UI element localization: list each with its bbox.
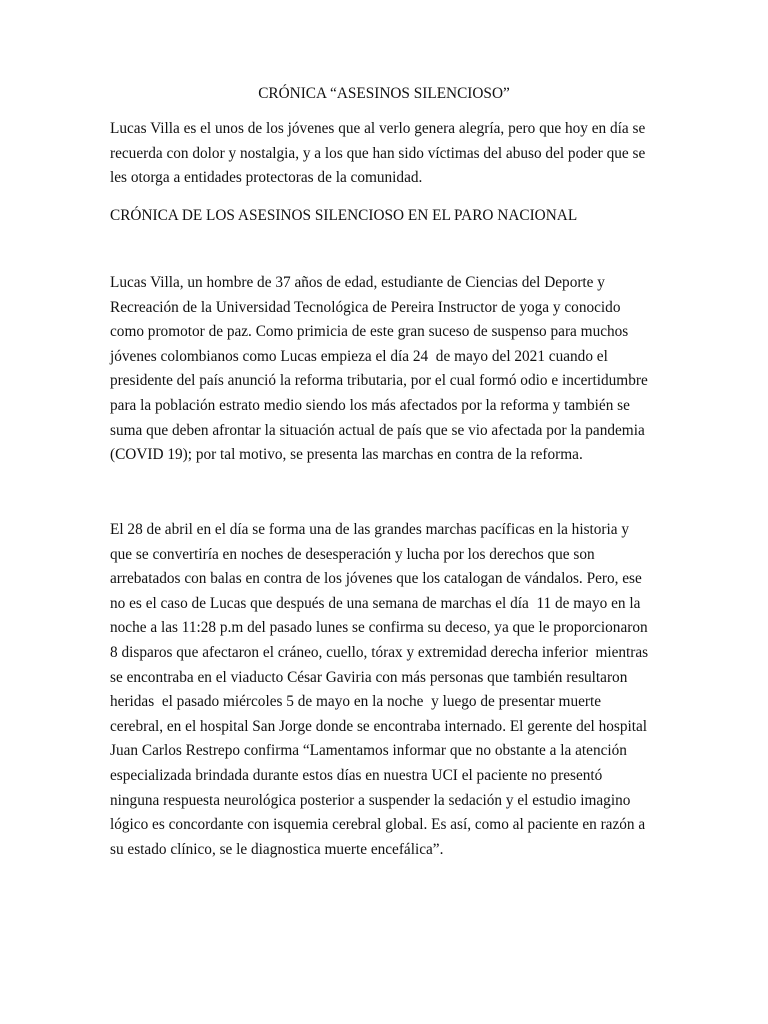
paragraph-line: heridas el pasado miércoles 5 de mayo en la noche y luego de presentar muerte [110,693,602,711]
paragraph-line: El 28 de abril en el día se forma una de las grandes marchas pacíficas en la historia y [110,521,630,538]
intro-line: Lucas Villa es el unos de los jóvenes que al verlo genera alegría, pero que hoy en día se [110,120,646,137]
paragraph-line: ninguna respuesta neurológica posterior a suspender la sedación y el estudio imagino [110,791,631,809]
paragraph-line: Recreación de la Universidad Tecnológica de Pereira Instructor de yoga y conocido [110,298,621,316]
paragraph-line: suma que deben afrontar la situación actual de país que se vio afectada por la pandemia [110,421,645,439]
paragraph-line: presidente del país anunció la reforma tributaria, por el cual formó odio e incertidumbre [110,372,648,390]
paragraph-line: Lucas Villa, un hombre de 37 años de edad, estudiante de Ciencias del Deporte y [110,274,605,291]
paragraph-line: noche a las 11:28 p.m del pasado lunes se confirma su deceso, ya que le proporcionaron [110,619,648,637]
intro-line: les otorga a entidades protectoras de la comunidad. [110,169,423,187]
paragraph-line: no es el caso de Lucas que después de una semana de marchas el día 11 de mayo en la [110,594,641,612]
body-paragraph-1 [110,271,648,468]
paragraph-line: cerebral, en el hospital San Jorge donde se encontraba internado. El gerente del hospital [110,717,648,735]
intro-line: recuerda con dolor y nostalgia, y a los que han sido víctimas del abuso del poder que se [110,144,646,162]
intro-paragraph [110,117,645,191]
paragraph-line: para la población estrato medio siendo los más afectados por la reforma y también se [110,396,630,414]
paragraph-line: se encontraba en el viaducto César Gaviria con más personas que también resultaron [110,668,628,686]
paragraph-line: su estado clínico, se le diagnostica muerte encefálica”. [110,840,444,858]
paragraph-line: (COVID 19); por tal motivo, se presenta las marchas en contra de la reforma. [110,446,583,464]
section-heading: CRÓNICA DE LOS ASESINOS SILENCIOSO EN EL PARO NACIONAL [110,207,578,224]
paragraph-line: especializada brindada durante estos días en nuestra UCI el paciente no presentó [110,766,603,784]
page-title: CRÓNICA “ASESINOS SILENCIOSO” [258,85,510,102]
paragraph-line: lógico es concordante con isquemia cerebral global. Es así, como al paciente en razón a [110,816,646,834]
body-paragraph-2 [110,518,648,862]
paragraph-line: que se convertiría en noches de desesperación y lucha por los derechos que son [110,545,595,563]
paragraph-line: 8 disparos que afectaron el cráneo, cuello, tórax y extremidad derecha inferior mientras [110,643,649,661]
paragraph-line: como promotor de paz. Como primicia de este gran suceso de suspenso para muchos [110,323,629,341]
paragraph-line: Juan Carlos Restrepo confirma “Lamentamos informar que no obstante a la atención [110,742,627,760]
paragraph-line: jóvenes colombianos como Lucas empieza el día 24 de mayo del 2021 cuando el [110,347,608,365]
paragraph-line: arrebatados con balas en contra de los jóvenes que los catalogan de vándalos. Pero, ese [110,570,642,588]
